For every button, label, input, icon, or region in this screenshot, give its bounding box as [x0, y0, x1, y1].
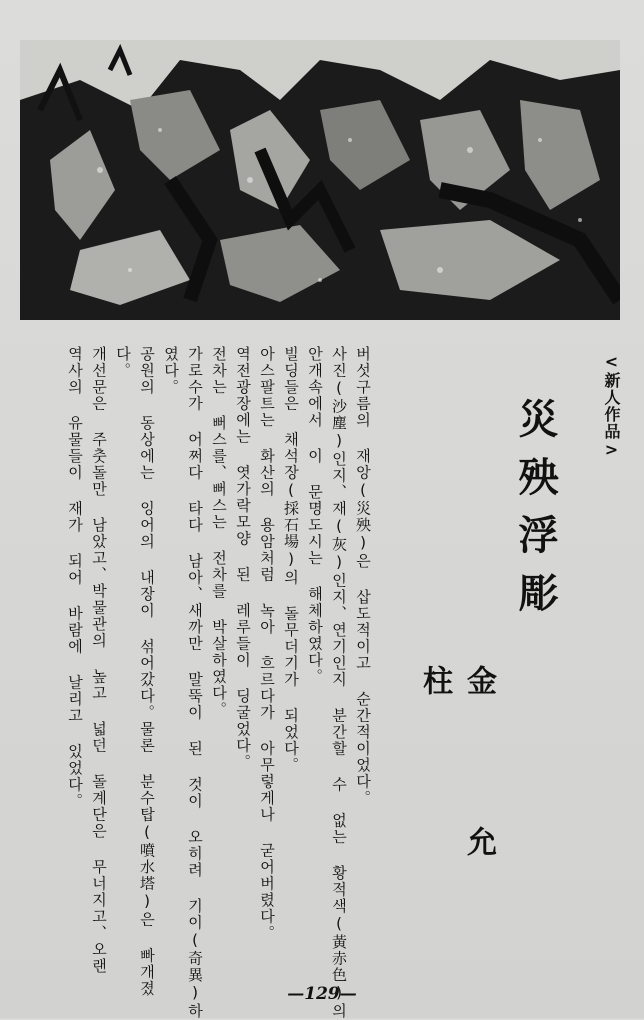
section-label: <新人作品>	[602, 352, 621, 460]
body-column-8: 가로수가 어쩌다 타다 남아、새까만 말뚝이 된 것이 오히려 기이(奇異)하	[186, 346, 204, 1020]
body-column-6: 역전광장에는 엿가락모양 된 레루들이 딩굴었다。	[234, 346, 252, 771]
body-column-9: 였다。	[162, 346, 180, 396]
author-name: 金 允 柱	[417, 665, 496, 904]
body-column-11: 다。	[114, 346, 132, 379]
body-column-5: 아스팔트는 화산의 용암처럼 녹아 흐르다가 아무렇게나 굳어버렸다。	[258, 346, 276, 942]
body-column-3: 안개속에서 이 문명도시는 해체하였다。	[306, 346, 324, 685]
page-number: —129—	[287, 984, 357, 1004]
poem-title: 災殃浮彫	[512, 398, 559, 630]
body-column-13: 역사의 유물들이 재가 되어 바람에 날리고 있었다。	[66, 346, 84, 810]
body-column-4: 빌딩들은 채석장(採石場)의 돌무더기가 되었다。	[282, 346, 300, 774]
body-column-7: 전차는 뻐스를、뻐스는 전차를 박살하였다。	[210, 346, 228, 718]
body-column-10: 공원의 동상에는 잉어의 내장이 섞어갔다。물론 분수탑(噴水塔)은 빠개졌	[138, 346, 156, 997]
body-column-1: 버섯구름의 재앙(災殃)은 삽도적이고 순간적이었다。	[354, 346, 372, 807]
woodcut-illustration	[20, 40, 620, 320]
body-column-2: 사진(沙塵)인지、재(灰)인지、연기인지 분간할 수 없는 황적색(黃赤色)의	[330, 346, 348, 1020]
body-column-12: 개선문은 주춧돌만 남았고、박물관의 높고 넓던 돌계단은 무너지고、오랜	[90, 346, 108, 975]
